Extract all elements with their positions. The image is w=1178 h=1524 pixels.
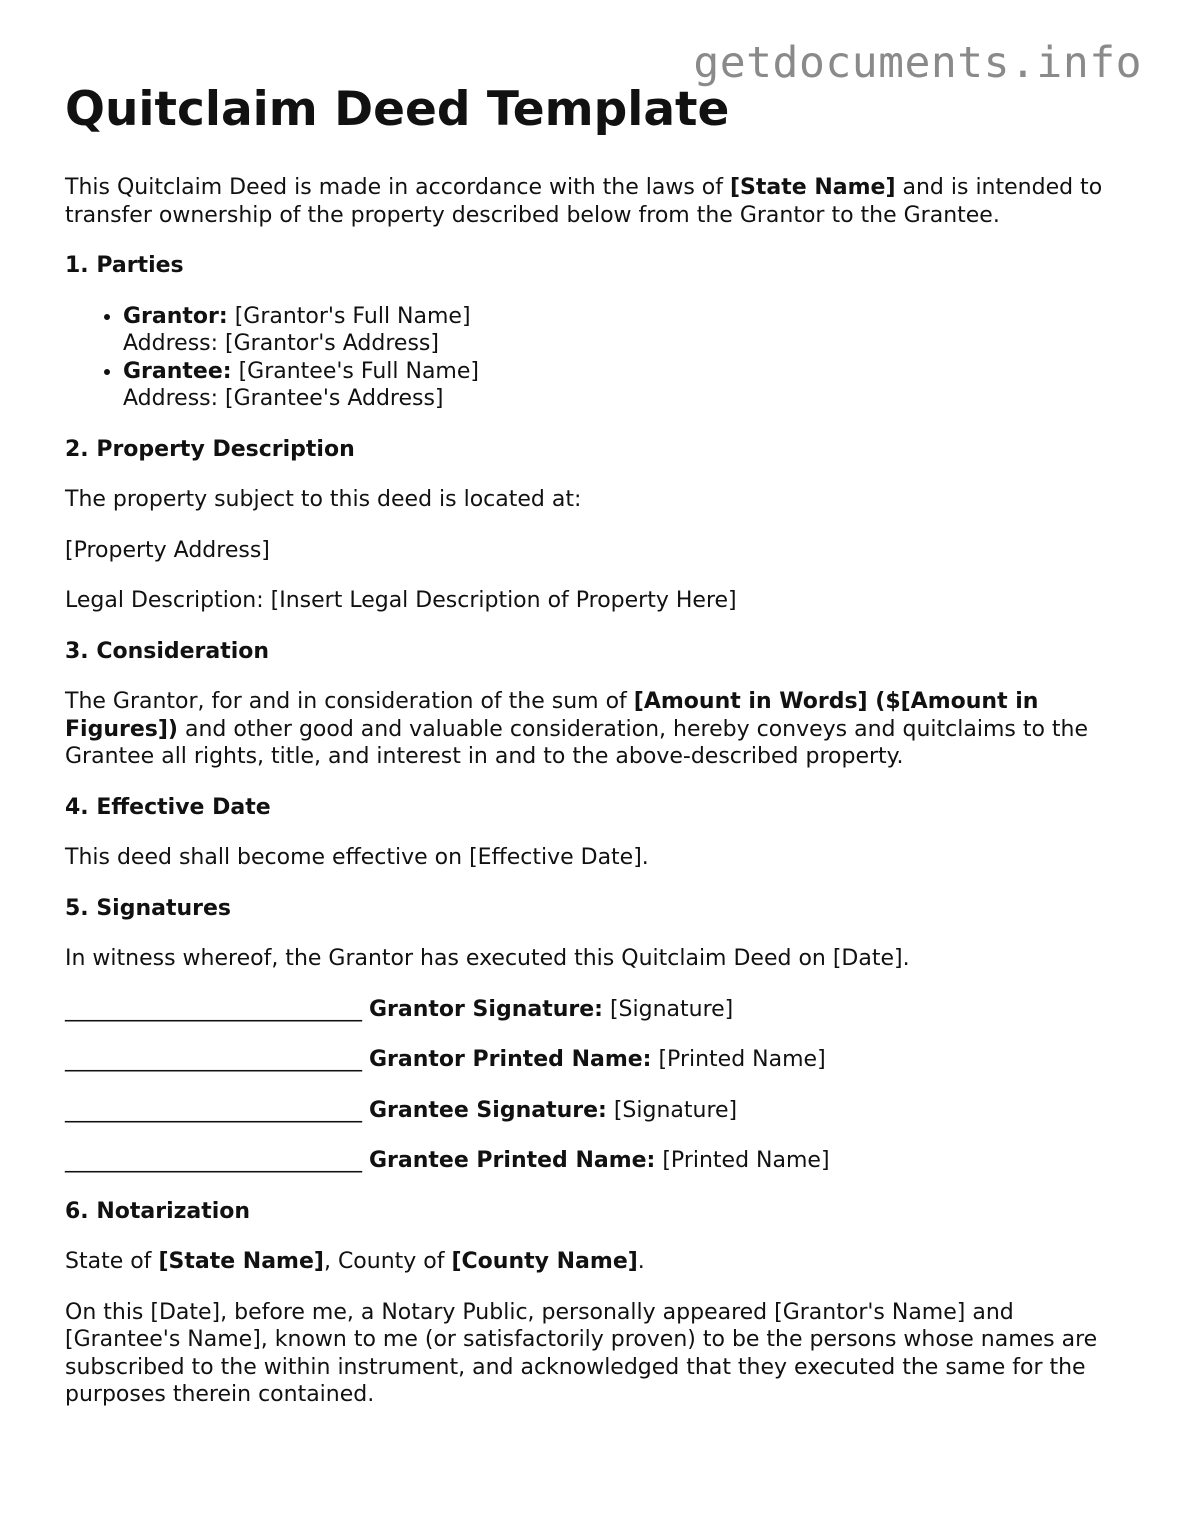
grantor-address: Address: [Grantor's Address] <box>123 331 439 356</box>
intro-text: This Quitclaim Deed is made in accordance with the laws of <box>65 175 730 200</box>
intro-text-end: and is intended to transfer ownership of the property described below from the Grantor to the Grantee. <box>65 175 1103 228</box>
notary-state-prefix: State of <box>65 1249 159 1274</box>
signature-blank: ___________________________ <box>65 1148 362 1173</box>
notarization-location <box>65 1248 1115 1276</box>
notary-county-placeholder: [County Name] <box>451 1249 638 1274</box>
section-heading-signatures: 5. Signatures <box>65 895 232 921</box>
property-legal-description: Legal Description: [Insert Legal Description of Property Here] <box>65 588 737 613</box>
document-page <box>65 80 1115 1432</box>
signature-line-grantee-signature <box>65 1097 1115 1125</box>
property-located-text: The property subject to this deed is located at: <box>65 487 582 512</box>
watermark: getdocuments.info <box>693 38 1142 88</box>
signature-blank: ___________________________ <box>65 1097 362 1123</box>
grantee-address: Address: [Grantee's Address] <box>123 386 444 411</box>
section-heading-effective-date: 4. Effective Date <box>65 794 271 820</box>
notary-period: . <box>637 1249 645 1274</box>
signature-label: Grantee Printed Name: <box>369 1148 656 1173</box>
grantee-label: Grantee: <box>123 358 232 384</box>
section-heading-property: 2. Property Description <box>65 436 355 462</box>
signature-label: Grantor Printed Name: <box>369 1047 652 1072</box>
consideration-text: The Grantor, for and in consideration of the sum of <box>65 689 634 714</box>
grantor-label: Grantor: <box>123 303 228 329</box>
signature-label: Grantor Signature: <box>369 996 603 1022</box>
notarization-paragraph: On this [Date], before me, a Notary Public, personally appeared [Grantor's Name] and [Grantee's Name], known to me (or satisfactorily proven) to be the persons whose names are subscribed to the within instrument, and acknowledged that they executed the same for the purposes therein contained. <box>65 1299 1098 1407</box>
signature-value: [Printed Name] <box>651 1047 826 1072</box>
signature-value: [Printed Name] <box>655 1148 830 1173</box>
signature-value: [Signature] <box>606 1097 738 1123</box>
signature-line-grantee-printed-name <box>65 1147 1115 1175</box>
signature-line-grantor-signature <box>65 996 1115 1024</box>
page-title: Quitclaim Deed Template <box>65 82 730 137</box>
parties-list <box>65 303 1115 413</box>
consideration-amount: [Amount in Words] ($[Amount in Figures]) <box>65 689 1039 742</box>
signature-label: Grantee Signature: <box>369 1097 607 1123</box>
signature-blank: ___________________________ <box>65 1047 362 1072</box>
property-address: [Property Address] <box>65 537 270 563</box>
notary-county-prefix: , County of <box>323 1249 452 1274</box>
signature-blank: ___________________________ <box>65 996 362 1022</box>
intro-paragraph <box>65 174 1115 229</box>
section-heading-consideration: 3. Consideration <box>65 638 270 664</box>
signature-value: [Signature] <box>602 996 734 1022</box>
consideration-text-end: and other good and valuable consideration, hereby conveys and quitclaims to the Grantee all rights, title, and interest in and to the above-described property. <box>65 716 1089 769</box>
effective-date-text: This deed shall become effective on [Effective Date]. <box>65 845 649 870</box>
section-heading-notarization: 6. Notarization <box>65 1198 251 1224</box>
list-item-grantor <box>123 303 1115 358</box>
notary-state-placeholder: [State Name] <box>158 1249 324 1274</box>
grantee-name: [Grantee's Full Name] <box>231 358 479 384</box>
signature-line-grantor-printed-name <box>65 1046 1115 1074</box>
grantor-name: [Grantor's Full Name] <box>227 303 471 329</box>
consideration-paragraph <box>65 688 1115 771</box>
signatures-text: In witness whereof, the Grantor has executed this Quitclaim Deed on [Date]. <box>65 946 910 971</box>
section-heading-parties: 1. Parties <box>65 253 184 278</box>
intro-state-placeholder: [State Name] <box>729 175 896 200</box>
list-item-grantee <box>123 358 1115 413</box>
